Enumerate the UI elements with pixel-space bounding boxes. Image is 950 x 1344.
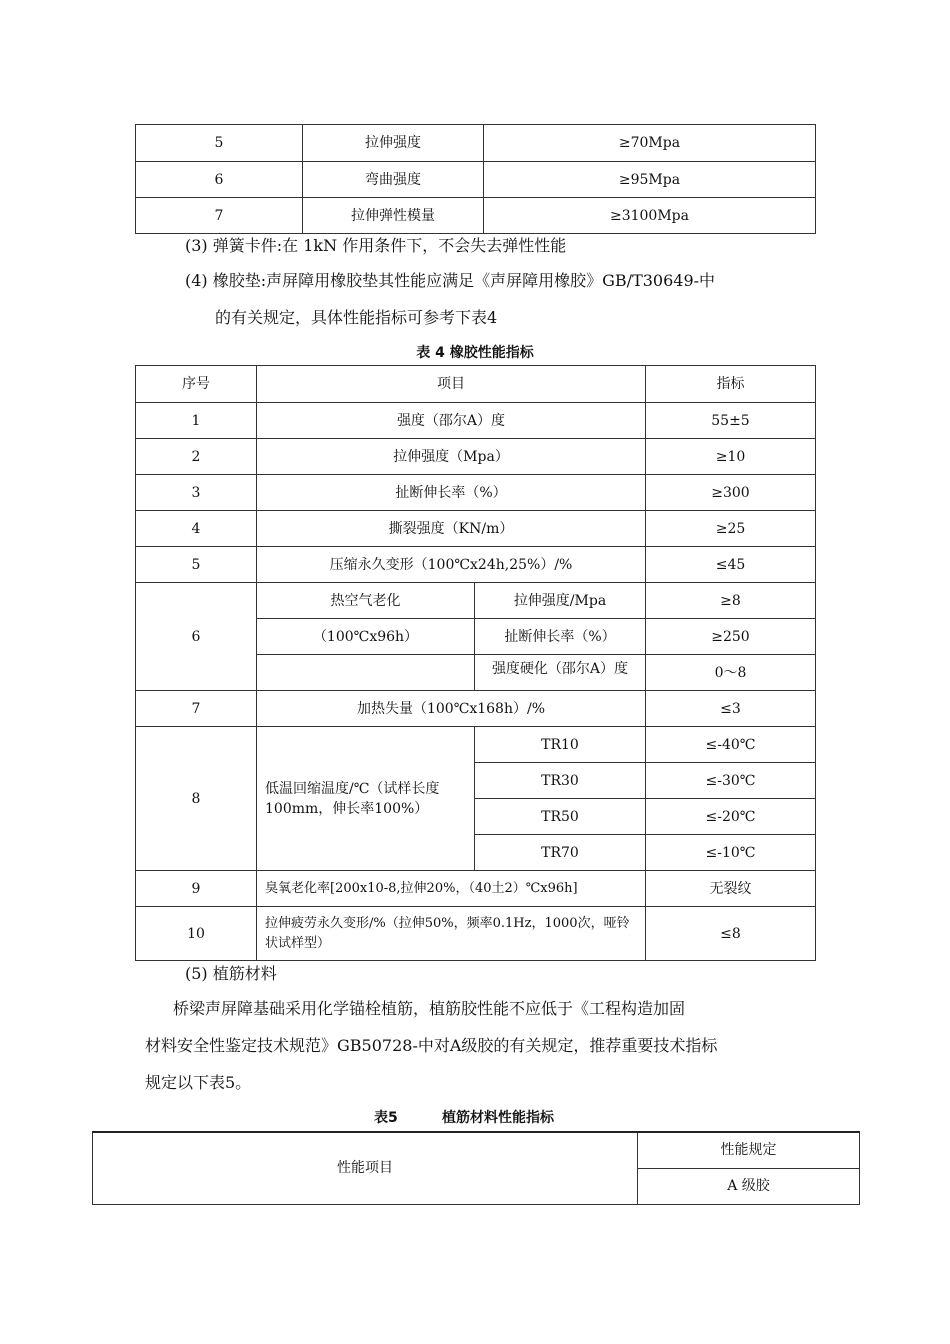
cell-value: ≥300 — [646, 475, 816, 511]
cell-item: 拉伸弹性模量 — [303, 198, 484, 234]
table-5-caption-title: 植筋材料性能指标 — [442, 1110, 554, 1126]
paragraph-anchoring-body-2: 材料安全性鉴定技术规范》GB50728-中对A级胶的有关规定，推荐重要技术指标 — [145, 1036, 718, 1055]
cell-sub-item: TR30 — [475, 763, 646, 799]
cell-item: 拉伸强度（Mpa） — [257, 439, 646, 475]
paragraph-anchoring: (5) 植筋材料 — [185, 964, 277, 983]
header-item: 性能项目 — [93, 1132, 638, 1204]
table-5-caption-no: 表5 — [374, 1110, 398, 1126]
cell-no: 7 — [136, 198, 303, 234]
cell-sub-item: 拉伸强度/Mpa — [475, 583, 646, 619]
table-3-tail — [135, 124, 816, 234]
cell-value: ≥25 — [646, 511, 816, 547]
header-no: 序号 — [136, 366, 257, 403]
cell-item: 拉伸疲劳永久变形/%（拉伸50%，频率0.1Hz，1000次，哑铃状试样型） — [257, 907, 646, 961]
cell-value: ≥95Mpa — [484, 162, 816, 198]
table-row — [136, 547, 816, 583]
cell-sub-item: TR10 — [475, 727, 646, 763]
cell-group-condition: （100℃x96h） — [257, 619, 475, 655]
cell-empty — [257, 655, 475, 691]
cell-no: 5 — [136, 125, 303, 162]
cell-value: ≤8 — [646, 907, 816, 961]
paragraph-anchoring-body-3: 规定以下表5。 — [145, 1073, 252, 1092]
cell-item: 弯曲强度 — [303, 162, 484, 198]
cell-no: 1 — [136, 403, 257, 439]
cell-value: ≤-20℃ — [646, 799, 816, 835]
cell-value: ≥10 — [646, 439, 816, 475]
table-row — [136, 125, 816, 162]
cell-item: 臭氧老化率[200x10-8,拉伸20%，（40土2）℃x96h] — [257, 871, 646, 907]
cell-no: 4 — [136, 511, 257, 547]
cell-value: ≥8 — [646, 583, 816, 619]
cell-no: 7 — [136, 691, 257, 727]
cell-item: 拉伸强度 — [303, 125, 484, 162]
cell-sub-item: TR50 — [475, 799, 646, 835]
cell-group: 低温回缩温度/℃（试样长度100mm，伸长率100%） — [257, 727, 475, 871]
cell-sub-item: TR70 — [475, 835, 646, 871]
cell-value: 无裂纹 — [646, 871, 816, 907]
table-row — [136, 583, 816, 619]
cell-value: ≤-10℃ — [646, 835, 816, 871]
cell-no: 5 — [136, 547, 257, 583]
cell-item: 压缩永久变形（100℃x24h,25%）/% — [257, 547, 646, 583]
paragraph-anchoring-body: 桥梁声屏障基础采用化学锚栓植筋，植筋胶性能不应低于《工程构造加固 — [173, 999, 686, 1018]
table-row — [136, 871, 816, 907]
header-item: 项目 — [257, 366, 646, 403]
table-4-caption: 表 4 橡胶性能指标 — [416, 345, 534, 361]
cell-item: 强度（邵尔A）度 — [257, 403, 646, 439]
cell-value: ≤-40℃ — [646, 727, 816, 763]
paragraph-rubber-pad-cont: 的有关规定，具体性能指标可参考下表4 — [215, 308, 498, 327]
cell-value: ≤3 — [646, 691, 816, 727]
table-row — [136, 907, 816, 961]
table-row — [136, 475, 816, 511]
table-row — [136, 511, 816, 547]
header-grade: A 级胶 — [638, 1168, 860, 1204]
cell-value: ≥70Mpa — [484, 125, 816, 162]
cell-value: 55±5 — [646, 403, 816, 439]
cell-item: 扯断伸长率（%） — [257, 475, 646, 511]
cell-value: ≤45 — [646, 547, 816, 583]
cell-value: 0～8 — [646, 655, 816, 691]
cell-no: 6 — [136, 162, 303, 198]
cell-no: 8 — [136, 727, 257, 871]
header-value: 指标 — [646, 366, 816, 403]
table-header-row — [136, 366, 816, 403]
cell-no: 9 — [136, 871, 257, 907]
table-row — [136, 403, 816, 439]
cell-no: 6 — [136, 583, 257, 691]
cell-no: 3 — [136, 475, 257, 511]
cell-sub-item: 扯断伸长率（%） — [475, 619, 646, 655]
header-spec: 性能规定 — [638, 1132, 860, 1168]
cell-value: ≥3100Mpa — [484, 198, 816, 234]
table-5 — [92, 1131, 860, 1205]
paragraph-rubber-pad: (4) 橡胶垫:声屏障用橡胶垫其性能应满足《声屏障用橡胶》GB/T30649-中 — [185, 271, 716, 290]
cell-sub-item — [475, 655, 646, 691]
cell-item: 撕裂强度（KN/m） — [257, 511, 646, 547]
table-row — [136, 198, 816, 234]
table-header-row — [93, 1132, 860, 1168]
cell-no: 10 — [136, 907, 257, 961]
cell-group: 热空气老化 — [257, 583, 475, 619]
table-4 — [135, 365, 816, 961]
cell-item: 加热失量（100℃x168h）/% — [257, 691, 646, 727]
cell-value: ≥250 — [646, 619, 816, 655]
table-row — [136, 727, 816, 763]
table-row — [136, 439, 816, 475]
cell-sub-item-text: 强度硬化（邵尔A）度 — [491, 661, 629, 677]
cell-no: 2 — [136, 439, 257, 475]
table-row — [136, 691, 816, 727]
paragraph-spring-clip: (3) 弹簧卡件:在 1kN 作用条件下，不会失去弹性性能 — [185, 236, 567, 255]
table-row — [136, 162, 816, 198]
cell-value: ≤-30℃ — [646, 763, 816, 799]
